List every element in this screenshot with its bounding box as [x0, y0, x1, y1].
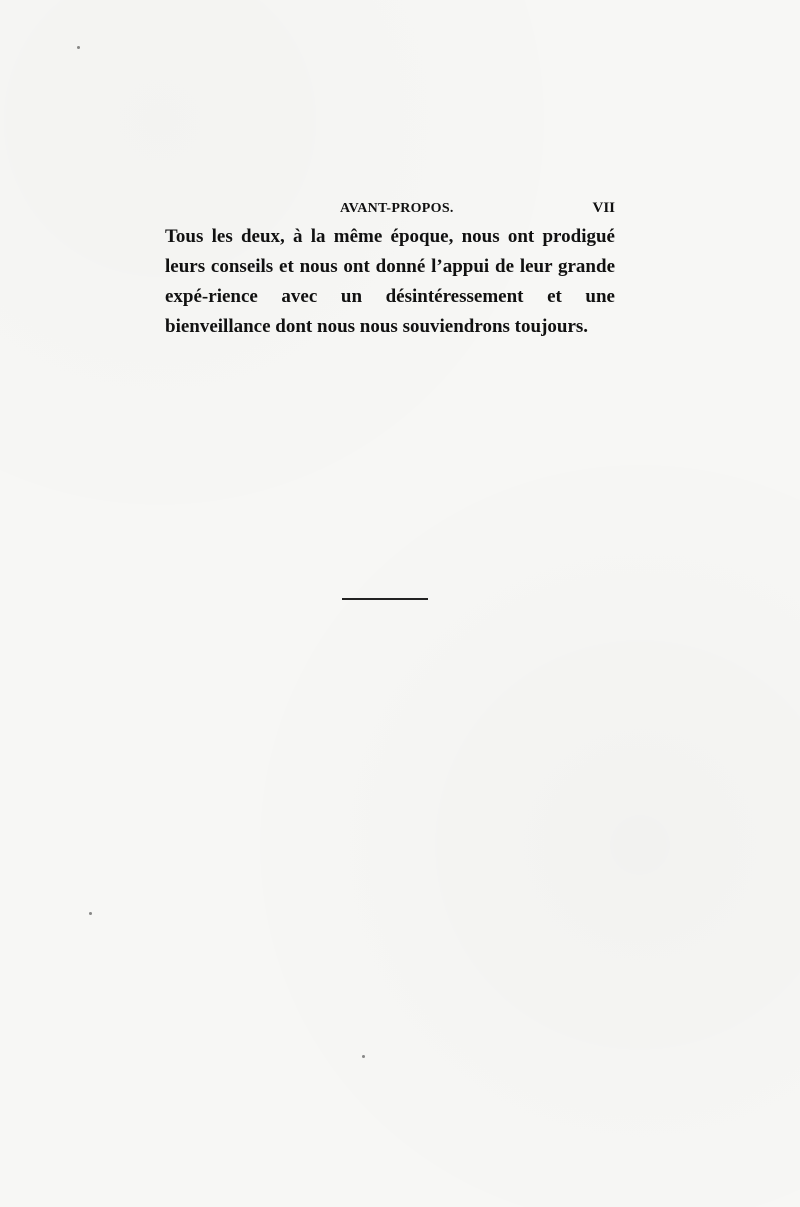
page-number: VII — [592, 200, 615, 216]
paper-speck — [362, 1055, 365, 1058]
running-title: AVANT-PROPOS. — [340, 201, 454, 216]
section-divider — [342, 598, 428, 600]
body-paragraph: Tous les deux, à la même époque, nous ont prodigué leurs conseils et nous ont donné l’appui de leur grande expé-rience avec un désintéressement et une bienveillance dont nous nous souviendrons toujours. — [165, 226, 615, 337]
page-header — [165, 198, 615, 220]
paper-speck — [77, 46, 80, 49]
paper-speck — [89, 912, 92, 915]
